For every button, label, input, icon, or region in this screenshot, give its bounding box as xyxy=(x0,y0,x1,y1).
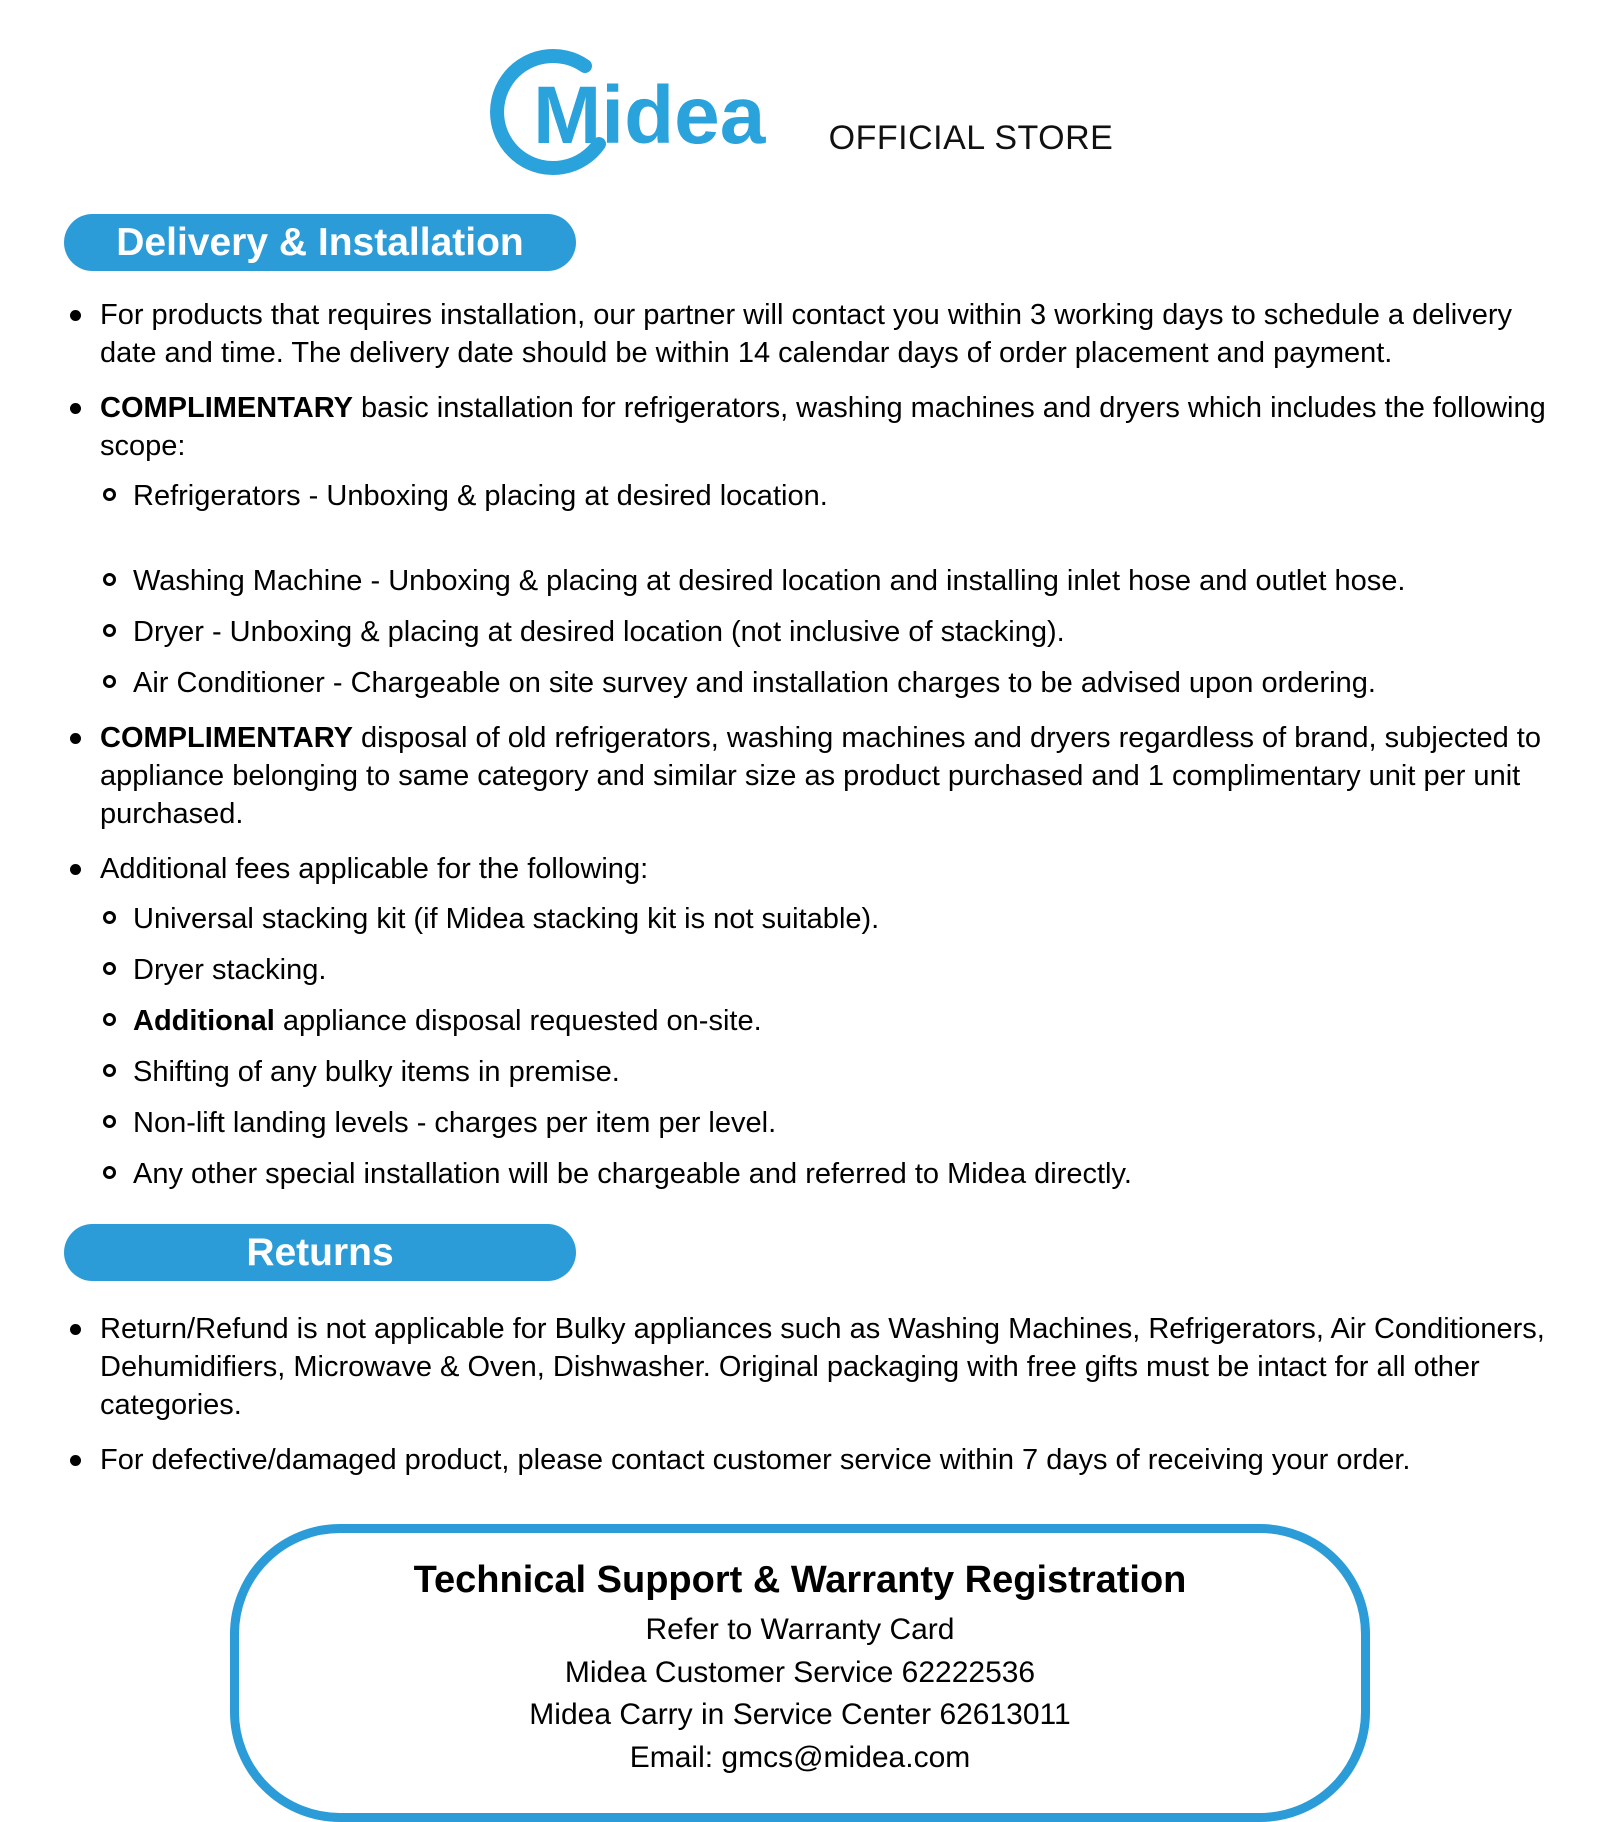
sub-bullet-item xyxy=(103,1054,1576,1092)
sub-bullet-item xyxy=(103,952,1576,990)
bullet-text: For defective/damaged product, please contact customer service within 7 days of receiving your order. xyxy=(100,1443,1411,1476)
sub-bullet-list xyxy=(100,478,1576,703)
bullet-dot-icon xyxy=(70,864,81,875)
support-line: Midea Carry in Service Center 62613011 xyxy=(529,1698,1071,1732)
sub-bullet-text: Any other special installation will be chargeable and referred to Midea directly. xyxy=(133,1157,1132,1190)
support-email: Email: gmcs@midea.com xyxy=(629,1741,971,1775)
bullet-item xyxy=(70,720,1576,834)
sub-bullet-text: Dryer stacking. xyxy=(133,953,327,986)
bullet-text: disposal of old refrigerators, washing machines and dryers regardless of brand, subjected to appliance belonging to same category and similar size as product purchased and 1 complimentary unit per unit purchased. xyxy=(100,721,1541,830)
sub-bullet-text: Air Conditioner - Chargeable on site survey and installation charges to be advised upon ordering. xyxy=(133,666,1376,699)
sub-bullet-item xyxy=(103,478,1576,516)
bullet-item xyxy=(70,1442,1576,1480)
circle-bullet-icon xyxy=(103,675,116,688)
logo-wordmark: Midea xyxy=(532,70,766,161)
sub-bullet-text: Shifting of any bulky items in premise. xyxy=(133,1055,620,1088)
bullet-bold-text: COMPLIMENTARY xyxy=(100,391,353,424)
circle-bullet-icon xyxy=(103,624,116,637)
circle-bullet-icon xyxy=(103,1013,116,1026)
returns-bullet-list xyxy=(0,1311,1600,1480)
bullet-text: For products that requires installation, our partner will contact you within 3 working days to schedule a delivery date and time. The delivery date should be within 14 calendar days of order placement and payment. xyxy=(100,299,1513,369)
bullet-text: Return/Refund is not applicable for Bulky appliances such as Washing Machines, Refrigerators, Air Conditioners, Dehumidifiers, Microwave & Oven, Dishwasher. Original packaging with free gifts must be intact for all other categories. xyxy=(100,1312,1545,1421)
midea-logo xyxy=(487,40,807,180)
delivery-heading-pill: Delivery & Installation xyxy=(64,214,576,271)
support-box xyxy=(230,1524,1370,1822)
bullet-dot-icon xyxy=(70,403,81,414)
bullet-dot-icon xyxy=(70,1455,81,1466)
sub-bullet-text: Refrigerators - Unboxing & placing at desired location. xyxy=(133,479,828,512)
circle-bullet-icon xyxy=(103,911,116,924)
circle-bullet-icon xyxy=(103,1115,116,1128)
circle-bullet-icon xyxy=(103,1166,116,1179)
sub-bullet-item xyxy=(103,665,1576,703)
support-line: Midea Customer Service 62222536 xyxy=(564,1655,1036,1689)
sub-bullet-text: Non-lift landing levels - charges per item per level. xyxy=(133,1106,777,1139)
bullet-dot-icon xyxy=(70,733,81,744)
returns-heading-pill: Returns xyxy=(64,1224,576,1281)
bullet-dot-icon xyxy=(70,310,81,321)
sub-bullet-text: appliance disposal requested on-site. xyxy=(274,1004,762,1037)
sub-bullet-item xyxy=(103,1156,1576,1194)
circle-bullet-icon xyxy=(103,1064,116,1077)
support-line: Refer to Warranty Card xyxy=(645,1612,955,1646)
sub-bullet-item xyxy=(103,901,1576,939)
bullet-item xyxy=(70,851,1576,1194)
sub-bullet-text: Washing Machine - Unboxing & placing at desired location and installing inlet hose and outlet hose. xyxy=(133,564,1406,597)
bullet-item xyxy=(70,1311,1576,1425)
sub-bullet-item xyxy=(103,1105,1576,1143)
circle-bullet-icon xyxy=(103,573,116,586)
sub-bullet-text: Dryer - Unboxing & placing at desired location (not inclusive of stacking). xyxy=(133,615,1065,648)
sub-bullet-item xyxy=(103,614,1576,652)
support-title: Technical Support & Warranty Registration xyxy=(413,1558,1187,1601)
bullet-item xyxy=(70,297,1576,373)
bullet-bold-text: COMPLIMENTARY xyxy=(100,721,353,754)
circle-bullet-icon xyxy=(103,962,116,975)
bullet-text: Additional fees applicable for the following: xyxy=(100,852,649,885)
bullet-item xyxy=(70,390,1576,703)
bullet-dot-icon xyxy=(70,1324,81,1335)
bullet-text: basic installation for refrigerators, washing machines and dryers which includes the following scope: xyxy=(100,391,1546,462)
sub-bullet-text: Universal stacking kit (if Midea stacking kit is not suitable). xyxy=(133,902,880,935)
sub-bullet-bold-text: Additional xyxy=(133,1004,275,1037)
store-label: OFFICIAL STORE xyxy=(828,119,1114,157)
sub-bullet-list xyxy=(100,901,1576,1194)
sub-bullet-item xyxy=(103,563,1576,601)
circle-bullet-icon xyxy=(103,488,116,501)
sub-bullet-item xyxy=(103,1003,1576,1041)
delivery-bullet-list xyxy=(0,297,1600,1194)
header xyxy=(0,0,1600,180)
